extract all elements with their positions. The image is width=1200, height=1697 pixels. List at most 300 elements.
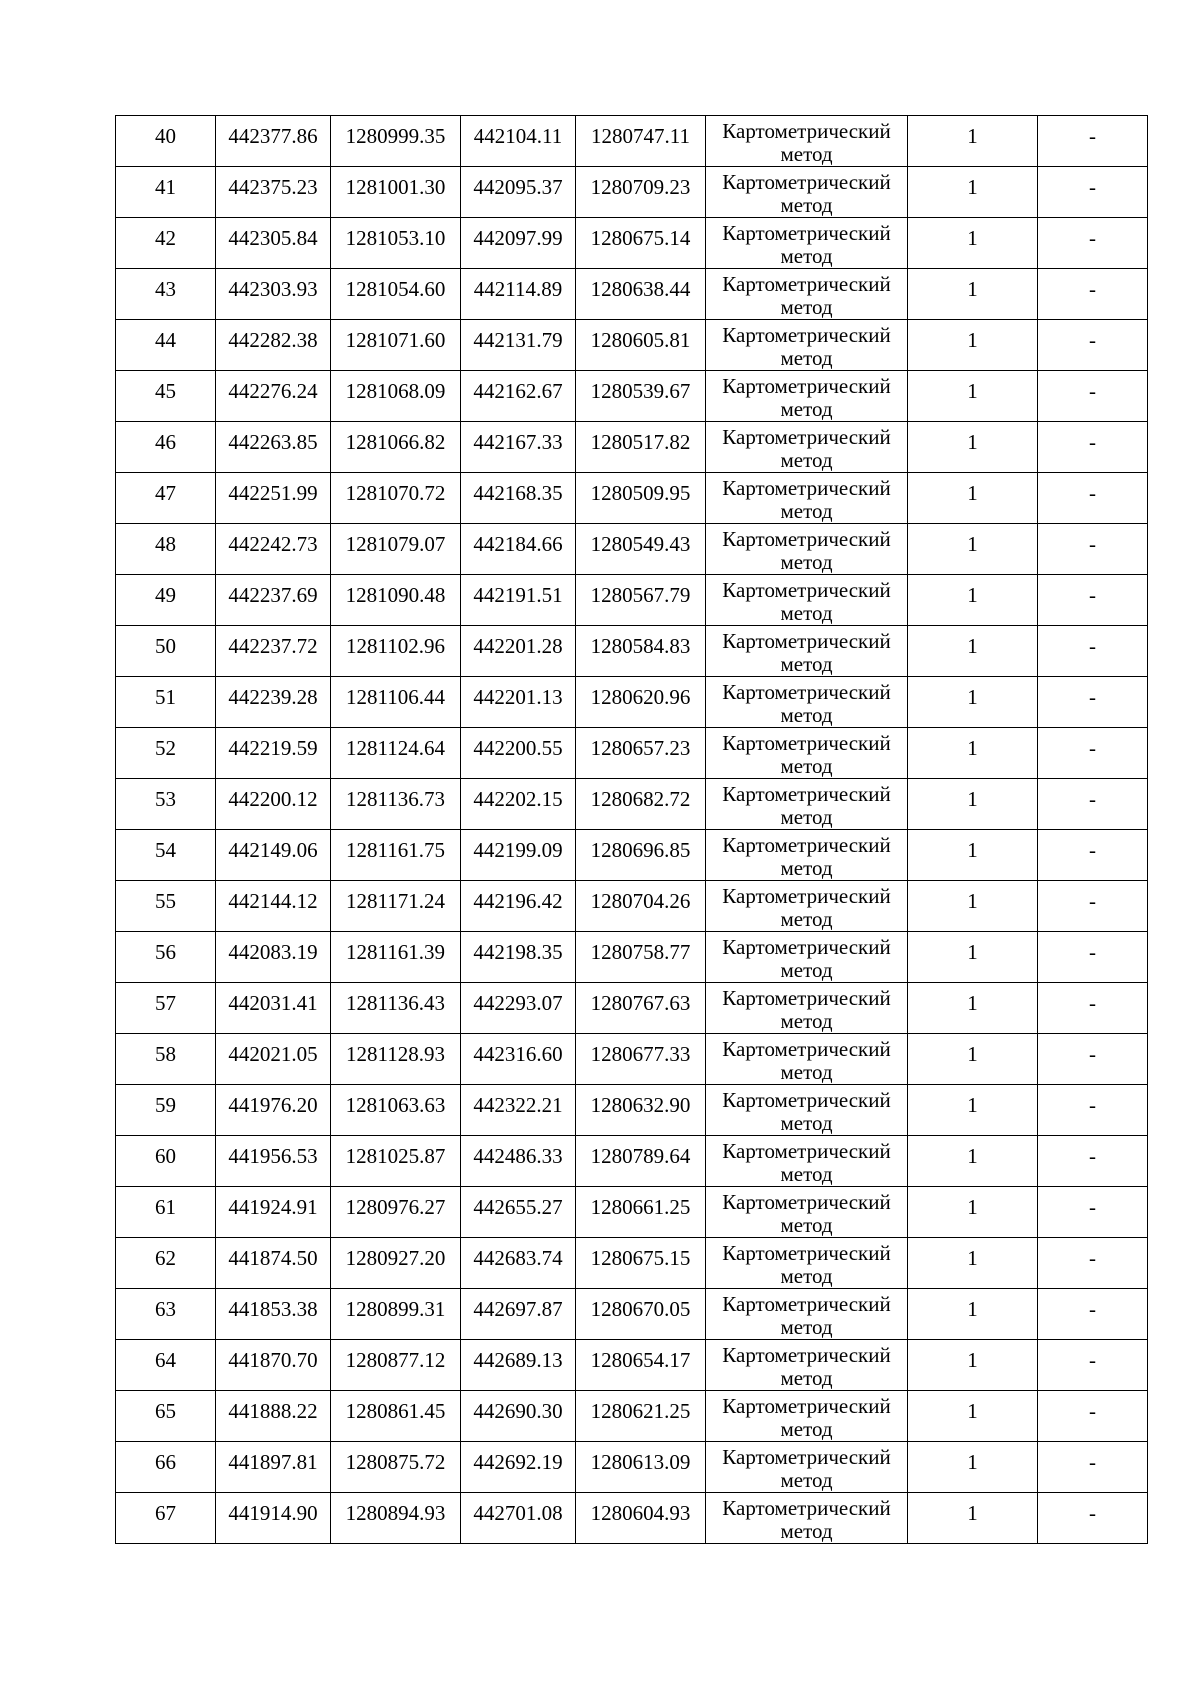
x-coordinate-2-cell: 442131.79 bbox=[461, 320, 576, 371]
method-cell bbox=[706, 269, 908, 320]
method-cell bbox=[706, 1340, 908, 1391]
point-number-cell: 54 bbox=[116, 830, 216, 881]
point-number-cell: 51 bbox=[116, 677, 216, 728]
point-number-cell: 63 bbox=[116, 1289, 216, 1340]
method-line-1: Картометрический bbox=[722, 833, 891, 857]
accuracy-cell: 1 bbox=[908, 677, 1038, 728]
note-cell: - bbox=[1038, 1493, 1148, 1544]
method-cell bbox=[706, 1289, 908, 1340]
method-line-2: метод bbox=[780, 703, 833, 727]
method-line-1: Картометрический bbox=[722, 731, 891, 755]
point-number-cell: 47 bbox=[116, 473, 216, 524]
x-coordinate-cell: 441888.22 bbox=[216, 1391, 331, 1442]
method-line-2: метод bbox=[780, 805, 833, 829]
accuracy-cell: 1 bbox=[908, 779, 1038, 830]
note-cell: - bbox=[1038, 1340, 1148, 1391]
method-line-2: метод bbox=[780, 499, 833, 523]
accuracy-cell: 1 bbox=[908, 218, 1038, 269]
coordinates-table bbox=[115, 115, 1148, 1544]
method-line-1: Картометрический bbox=[722, 476, 891, 500]
method-line-2: метод bbox=[780, 1060, 833, 1084]
y-coordinate-cell: 1281090.48 bbox=[331, 575, 461, 626]
method-line-1: Картометрический bbox=[722, 884, 891, 908]
method-line-2: метод bbox=[780, 958, 833, 982]
y-coordinate-cell: 1281128.93 bbox=[331, 1034, 461, 1085]
y-coordinate-2-cell: 1280675.15 bbox=[576, 1238, 706, 1289]
accuracy-cell: 1 bbox=[908, 1034, 1038, 1085]
accuracy-cell: 1 bbox=[908, 167, 1038, 218]
table-row bbox=[116, 1187, 1148, 1238]
y-coordinate-cell: 1281102.96 bbox=[331, 626, 461, 677]
x-coordinate-cell: 442200.12 bbox=[216, 779, 331, 830]
y-coordinate-cell: 1281124.64 bbox=[331, 728, 461, 779]
method-line-1: Картометрический bbox=[722, 935, 891, 959]
x-coordinate-2-cell: 442191.51 bbox=[461, 575, 576, 626]
method-line-1: Картометрический bbox=[722, 374, 891, 398]
x-coordinate-cell: 442263.85 bbox=[216, 422, 331, 473]
x-coordinate-2-cell: 442201.28 bbox=[461, 626, 576, 677]
x-coordinate-2-cell: 442168.35 bbox=[461, 473, 576, 524]
accuracy-cell: 1 bbox=[908, 830, 1038, 881]
method-line-1: Картометрический bbox=[722, 272, 891, 296]
accuracy-cell: 1 bbox=[908, 575, 1038, 626]
note-cell: - bbox=[1038, 1391, 1148, 1442]
y-coordinate-cell: 1281001.30 bbox=[331, 167, 461, 218]
table-row bbox=[116, 1340, 1148, 1391]
accuracy-cell: 1 bbox=[908, 473, 1038, 524]
method-cell bbox=[706, 320, 908, 371]
table-row bbox=[116, 269, 1148, 320]
method-cell bbox=[706, 728, 908, 779]
x-coordinate-2-cell: 442200.55 bbox=[461, 728, 576, 779]
y-coordinate-cell: 1281025.87 bbox=[331, 1136, 461, 1187]
x-coordinate-2-cell: 442114.89 bbox=[461, 269, 576, 320]
point-number-cell: 49 bbox=[116, 575, 216, 626]
method-cell bbox=[706, 677, 908, 728]
method-line-2: метод bbox=[780, 652, 833, 676]
method-cell bbox=[706, 371, 908, 422]
y-coordinate-2-cell: 1280509.95 bbox=[576, 473, 706, 524]
accuracy-cell: 1 bbox=[908, 728, 1038, 779]
y-coordinate-2-cell: 1280638.44 bbox=[576, 269, 706, 320]
x-coordinate-2-cell: 442683.74 bbox=[461, 1238, 576, 1289]
note-cell: - bbox=[1038, 575, 1148, 626]
note-cell: - bbox=[1038, 1034, 1148, 1085]
x-coordinate-2-cell: 442316.60 bbox=[461, 1034, 576, 1085]
table-row bbox=[116, 218, 1148, 269]
x-coordinate-2-cell: 442198.35 bbox=[461, 932, 576, 983]
note-cell: - bbox=[1038, 371, 1148, 422]
note-cell: - bbox=[1038, 269, 1148, 320]
method-line-1: Картометрический bbox=[722, 323, 891, 347]
note-cell: - bbox=[1038, 932, 1148, 983]
accuracy-cell: 1 bbox=[908, 881, 1038, 932]
table-row bbox=[116, 167, 1148, 218]
method-line-2: метод bbox=[780, 142, 833, 166]
y-coordinate-cell: 1280877.12 bbox=[331, 1340, 461, 1391]
method-line-2: метод bbox=[780, 1315, 833, 1339]
method-line-2: метод bbox=[780, 754, 833, 778]
note-cell: - bbox=[1038, 1187, 1148, 1238]
method-cell bbox=[706, 983, 908, 1034]
note-cell: - bbox=[1038, 473, 1148, 524]
method-cell bbox=[706, 881, 908, 932]
x-coordinate-2-cell: 442692.19 bbox=[461, 1442, 576, 1493]
y-coordinate-cell: 1280875.72 bbox=[331, 1442, 461, 1493]
y-coordinate-cell: 1281171.24 bbox=[331, 881, 461, 932]
method-cell bbox=[706, 1238, 908, 1289]
x-coordinate-2-cell: 442690.30 bbox=[461, 1391, 576, 1442]
x-coordinate-cell: 441956.53 bbox=[216, 1136, 331, 1187]
table-row bbox=[116, 728, 1148, 779]
point-number-cell: 60 bbox=[116, 1136, 216, 1187]
accuracy-cell: 1 bbox=[908, 1493, 1038, 1544]
accuracy-cell: 1 bbox=[908, 1289, 1038, 1340]
note-cell: - bbox=[1038, 1289, 1148, 1340]
method-line-1: Картометрический bbox=[722, 1394, 891, 1418]
x-coordinate-cell: 442251.99 bbox=[216, 473, 331, 524]
accuracy-cell: 1 bbox=[908, 1136, 1038, 1187]
y-coordinate-cell: 1281070.72 bbox=[331, 473, 461, 524]
x-coordinate-cell: 441853.38 bbox=[216, 1289, 331, 1340]
y-coordinate-cell: 1280894.93 bbox=[331, 1493, 461, 1544]
y-coordinate-2-cell: 1280621.25 bbox=[576, 1391, 706, 1442]
accuracy-cell: 1 bbox=[908, 422, 1038, 473]
point-number-cell: 59 bbox=[116, 1085, 216, 1136]
y-coordinate-cell: 1281136.73 bbox=[331, 779, 461, 830]
table-body bbox=[116, 116, 1148, 1544]
y-coordinate-cell: 1281068.09 bbox=[331, 371, 461, 422]
point-number-cell: 42 bbox=[116, 218, 216, 269]
accuracy-cell: 1 bbox=[908, 371, 1038, 422]
method-line-1: Картометрический bbox=[722, 1445, 891, 1469]
method-cell bbox=[706, 1034, 908, 1085]
note-cell: - bbox=[1038, 1136, 1148, 1187]
method-cell bbox=[706, 473, 908, 524]
note-cell: - bbox=[1038, 116, 1148, 167]
y-coordinate-cell: 1281063.63 bbox=[331, 1085, 461, 1136]
table-row bbox=[116, 1238, 1148, 1289]
x-coordinate-2-cell: 442293.07 bbox=[461, 983, 576, 1034]
note-cell: - bbox=[1038, 422, 1148, 473]
y-coordinate-cell: 1281066.82 bbox=[331, 422, 461, 473]
point-number-cell: 62 bbox=[116, 1238, 216, 1289]
accuracy-cell: 1 bbox=[908, 269, 1038, 320]
method-line-1: Картометрический bbox=[722, 782, 891, 806]
method-line-1: Картометрический bbox=[722, 680, 891, 704]
table-row bbox=[116, 116, 1148, 167]
y-coordinate-cell: 1281071.60 bbox=[331, 320, 461, 371]
x-coordinate-cell: 442377.86 bbox=[216, 116, 331, 167]
x-coordinate-cell: 441976.20 bbox=[216, 1085, 331, 1136]
x-coordinate-cell: 442242.73 bbox=[216, 524, 331, 575]
table-row bbox=[116, 1034, 1148, 1085]
y-coordinate-2-cell: 1280682.72 bbox=[576, 779, 706, 830]
note-cell: - bbox=[1038, 1442, 1148, 1493]
x-coordinate-2-cell: 442701.08 bbox=[461, 1493, 576, 1544]
x-coordinate-2-cell: 442167.33 bbox=[461, 422, 576, 473]
y-coordinate-2-cell: 1280604.93 bbox=[576, 1493, 706, 1544]
y-coordinate-2-cell: 1280517.82 bbox=[576, 422, 706, 473]
x-coordinate-2-cell: 442201.13 bbox=[461, 677, 576, 728]
y-coordinate-cell: 1281054.60 bbox=[331, 269, 461, 320]
x-coordinate-cell: 441874.50 bbox=[216, 1238, 331, 1289]
method-line-1: Картометрический bbox=[722, 1292, 891, 1316]
method-cell bbox=[706, 1136, 908, 1187]
y-coordinate-cell: 1281136.43 bbox=[331, 983, 461, 1034]
table-row bbox=[116, 1289, 1148, 1340]
y-coordinate-cell: 1280999.35 bbox=[331, 116, 461, 167]
y-coordinate-cell: 1281161.39 bbox=[331, 932, 461, 983]
method-cell bbox=[706, 779, 908, 830]
method-cell bbox=[706, 626, 908, 677]
y-coordinate-2-cell: 1280696.85 bbox=[576, 830, 706, 881]
table-row bbox=[116, 677, 1148, 728]
method-line-1: Картометрический bbox=[722, 170, 891, 194]
point-number-cell: 43 bbox=[116, 269, 216, 320]
method-line-1: Картометрический bbox=[722, 1190, 891, 1214]
x-coordinate-cell: 442239.28 bbox=[216, 677, 331, 728]
x-coordinate-cell: 441924.91 bbox=[216, 1187, 331, 1238]
x-coordinate-cell: 442219.59 bbox=[216, 728, 331, 779]
x-coordinate-cell: 442276.24 bbox=[216, 371, 331, 422]
y-coordinate-2-cell: 1280657.23 bbox=[576, 728, 706, 779]
table-row bbox=[116, 881, 1148, 932]
y-coordinate-cell: 1281079.07 bbox=[331, 524, 461, 575]
table-row bbox=[116, 1136, 1148, 1187]
method-line-1: Картометрический bbox=[722, 629, 891, 653]
method-cell bbox=[706, 1085, 908, 1136]
point-number-cell: 41 bbox=[116, 167, 216, 218]
x-coordinate-2-cell: 442202.15 bbox=[461, 779, 576, 830]
method-line-1: Картометрический bbox=[722, 527, 891, 551]
y-coordinate-2-cell: 1280670.05 bbox=[576, 1289, 706, 1340]
x-coordinate-2-cell: 442697.87 bbox=[461, 1289, 576, 1340]
point-number-cell: 40 bbox=[116, 116, 216, 167]
point-number-cell: 50 bbox=[116, 626, 216, 677]
x-coordinate-2-cell: 442104.11 bbox=[461, 116, 576, 167]
table-row bbox=[116, 524, 1148, 575]
y-coordinate-2-cell: 1280539.67 bbox=[576, 371, 706, 422]
x-coordinate-2-cell: 442322.21 bbox=[461, 1085, 576, 1136]
method-line-1: Картометрический bbox=[722, 578, 891, 602]
method-line-2: метод bbox=[780, 601, 833, 625]
table-row bbox=[116, 473, 1148, 524]
note-cell: - bbox=[1038, 626, 1148, 677]
method-cell bbox=[706, 1442, 908, 1493]
x-coordinate-cell: 441897.81 bbox=[216, 1442, 331, 1493]
note-cell: - bbox=[1038, 524, 1148, 575]
method-cell bbox=[706, 1493, 908, 1544]
method-line-2: метод bbox=[780, 1519, 833, 1543]
table-row bbox=[116, 983, 1148, 1034]
point-number-cell: 46 bbox=[116, 422, 216, 473]
method-line-1: Картометрический bbox=[722, 1241, 891, 1265]
method-cell bbox=[706, 524, 908, 575]
method-cell bbox=[706, 575, 908, 626]
point-number-cell: 53 bbox=[116, 779, 216, 830]
y-coordinate-2-cell: 1280767.63 bbox=[576, 983, 706, 1034]
y-coordinate-2-cell: 1280677.33 bbox=[576, 1034, 706, 1085]
y-coordinate-2-cell: 1280613.09 bbox=[576, 1442, 706, 1493]
method-line-2: метод bbox=[780, 1264, 833, 1288]
table-row bbox=[116, 1493, 1148, 1544]
point-number-cell: 48 bbox=[116, 524, 216, 575]
method-cell bbox=[706, 932, 908, 983]
x-coordinate-cell: 442375.23 bbox=[216, 167, 331, 218]
x-coordinate-2-cell: 442486.33 bbox=[461, 1136, 576, 1187]
y-coordinate-cell: 1281161.75 bbox=[331, 830, 461, 881]
method-line-1: Картометрический bbox=[722, 986, 891, 1010]
table-row bbox=[116, 575, 1148, 626]
table-row bbox=[116, 371, 1148, 422]
method-cell bbox=[706, 1187, 908, 1238]
x-coordinate-cell: 441870.70 bbox=[216, 1340, 331, 1391]
note-cell: - bbox=[1038, 779, 1148, 830]
note-cell: - bbox=[1038, 1238, 1148, 1289]
method-cell bbox=[706, 116, 908, 167]
y-coordinate-2-cell: 1280661.25 bbox=[576, 1187, 706, 1238]
method-cell bbox=[706, 1391, 908, 1442]
method-line-1: Картометрический bbox=[722, 1343, 891, 1367]
accuracy-cell: 1 bbox=[908, 320, 1038, 371]
y-coordinate-2-cell: 1280584.83 bbox=[576, 626, 706, 677]
x-coordinate-2-cell: 442162.67 bbox=[461, 371, 576, 422]
y-coordinate-cell: 1281053.10 bbox=[331, 218, 461, 269]
point-number-cell: 45 bbox=[116, 371, 216, 422]
x-coordinate-2-cell: 442199.09 bbox=[461, 830, 576, 881]
x-coordinate-2-cell: 442689.13 bbox=[461, 1340, 576, 1391]
table-row bbox=[116, 932, 1148, 983]
method-cell bbox=[706, 830, 908, 881]
accuracy-cell: 1 bbox=[908, 116, 1038, 167]
method-line-1: Картометрический bbox=[722, 119, 891, 143]
point-number-cell: 55 bbox=[116, 881, 216, 932]
method-line-2: метод bbox=[780, 1009, 833, 1033]
note-cell: - bbox=[1038, 983, 1148, 1034]
table-row bbox=[116, 422, 1148, 473]
method-cell bbox=[706, 422, 908, 473]
method-line-1: Картометрический bbox=[722, 1139, 891, 1163]
table-row bbox=[116, 830, 1148, 881]
y-coordinate-cell: 1280861.45 bbox=[331, 1391, 461, 1442]
y-coordinate-cell: 1281106.44 bbox=[331, 677, 461, 728]
x-coordinate-cell: 442237.69 bbox=[216, 575, 331, 626]
method-line-1: Картометрический bbox=[722, 221, 891, 245]
method-line-2: метод bbox=[780, 244, 833, 268]
note-cell: - bbox=[1038, 677, 1148, 728]
point-number-cell: 58 bbox=[116, 1034, 216, 1085]
table-row bbox=[116, 1442, 1148, 1493]
y-coordinate-2-cell: 1280758.77 bbox=[576, 932, 706, 983]
method-line-2: метод bbox=[780, 346, 833, 370]
point-number-cell: 52 bbox=[116, 728, 216, 779]
method-line-2: метод bbox=[780, 448, 833, 472]
method-line-2: метод bbox=[780, 1468, 833, 1492]
x-coordinate-cell: 442237.72 bbox=[216, 626, 331, 677]
method-line-1: Картометрический bbox=[722, 1496, 891, 1520]
note-cell: - bbox=[1038, 728, 1148, 779]
accuracy-cell: 1 bbox=[908, 626, 1038, 677]
y-coordinate-2-cell: 1280567.79 bbox=[576, 575, 706, 626]
table-row bbox=[116, 1085, 1148, 1136]
x-coordinate-cell: 442144.12 bbox=[216, 881, 331, 932]
y-coordinate-cell: 1280899.31 bbox=[331, 1289, 461, 1340]
method-line-2: метод bbox=[780, 907, 833, 931]
x-coordinate-2-cell: 442655.27 bbox=[461, 1187, 576, 1238]
note-cell: - bbox=[1038, 881, 1148, 932]
method-line-1: Картометрический bbox=[722, 1037, 891, 1061]
accuracy-cell: 1 bbox=[908, 1442, 1038, 1493]
note-cell: - bbox=[1038, 320, 1148, 371]
accuracy-cell: 1 bbox=[908, 1391, 1038, 1442]
method-cell bbox=[706, 218, 908, 269]
method-line-2: метод bbox=[780, 1162, 833, 1186]
x-coordinate-2-cell: 442184.66 bbox=[461, 524, 576, 575]
y-coordinate-cell: 1280976.27 bbox=[331, 1187, 461, 1238]
point-number-cell: 64 bbox=[116, 1340, 216, 1391]
method-line-2: метод bbox=[780, 1366, 833, 1390]
point-number-cell: 65 bbox=[116, 1391, 216, 1442]
y-coordinate-2-cell: 1280654.17 bbox=[576, 1340, 706, 1391]
x-coordinate-cell: 442282.38 bbox=[216, 320, 331, 371]
x-coordinate-cell: 442031.41 bbox=[216, 983, 331, 1034]
table-row bbox=[116, 779, 1148, 830]
point-number-cell: 56 bbox=[116, 932, 216, 983]
accuracy-cell: 1 bbox=[908, 932, 1038, 983]
y-coordinate-2-cell: 1280709.23 bbox=[576, 167, 706, 218]
y-coordinate-cell: 1280927.20 bbox=[331, 1238, 461, 1289]
table-row bbox=[116, 1391, 1148, 1442]
accuracy-cell: 1 bbox=[908, 1085, 1038, 1136]
method-line-2: метод bbox=[780, 295, 833, 319]
y-coordinate-2-cell: 1280632.90 bbox=[576, 1085, 706, 1136]
x-coordinate-2-cell: 442095.37 bbox=[461, 167, 576, 218]
x-coordinate-cell: 441914.90 bbox=[216, 1493, 331, 1544]
note-cell: - bbox=[1038, 218, 1148, 269]
x-coordinate-2-cell: 442097.99 bbox=[461, 218, 576, 269]
method-line-1: Картометрический bbox=[722, 425, 891, 449]
note-cell: - bbox=[1038, 167, 1148, 218]
y-coordinate-2-cell: 1280549.43 bbox=[576, 524, 706, 575]
x-coordinate-cell: 442021.05 bbox=[216, 1034, 331, 1085]
table-row bbox=[116, 626, 1148, 677]
accuracy-cell: 1 bbox=[908, 1340, 1038, 1391]
x-coordinate-2-cell: 442196.42 bbox=[461, 881, 576, 932]
method-line-2: метод bbox=[780, 397, 833, 421]
point-number-cell: 61 bbox=[116, 1187, 216, 1238]
x-coordinate-cell: 442305.84 bbox=[216, 218, 331, 269]
table-row bbox=[116, 320, 1148, 371]
note-cell: - bbox=[1038, 830, 1148, 881]
method-line-2: метод bbox=[780, 1111, 833, 1135]
x-coordinate-cell: 442083.19 bbox=[216, 932, 331, 983]
y-coordinate-2-cell: 1280704.26 bbox=[576, 881, 706, 932]
method-line-2: метод bbox=[780, 1213, 833, 1237]
point-number-cell: 67 bbox=[116, 1493, 216, 1544]
method-line-2: метод bbox=[780, 550, 833, 574]
accuracy-cell: 1 bbox=[908, 983, 1038, 1034]
method-cell bbox=[706, 167, 908, 218]
accuracy-cell: 1 bbox=[908, 1238, 1038, 1289]
point-number-cell: 66 bbox=[116, 1442, 216, 1493]
x-coordinate-cell: 442303.93 bbox=[216, 269, 331, 320]
method-line-2: метод bbox=[780, 856, 833, 880]
y-coordinate-2-cell: 1280675.14 bbox=[576, 218, 706, 269]
accuracy-cell: 1 bbox=[908, 1187, 1038, 1238]
x-coordinate-cell: 442149.06 bbox=[216, 830, 331, 881]
accuracy-cell: 1 bbox=[908, 524, 1038, 575]
